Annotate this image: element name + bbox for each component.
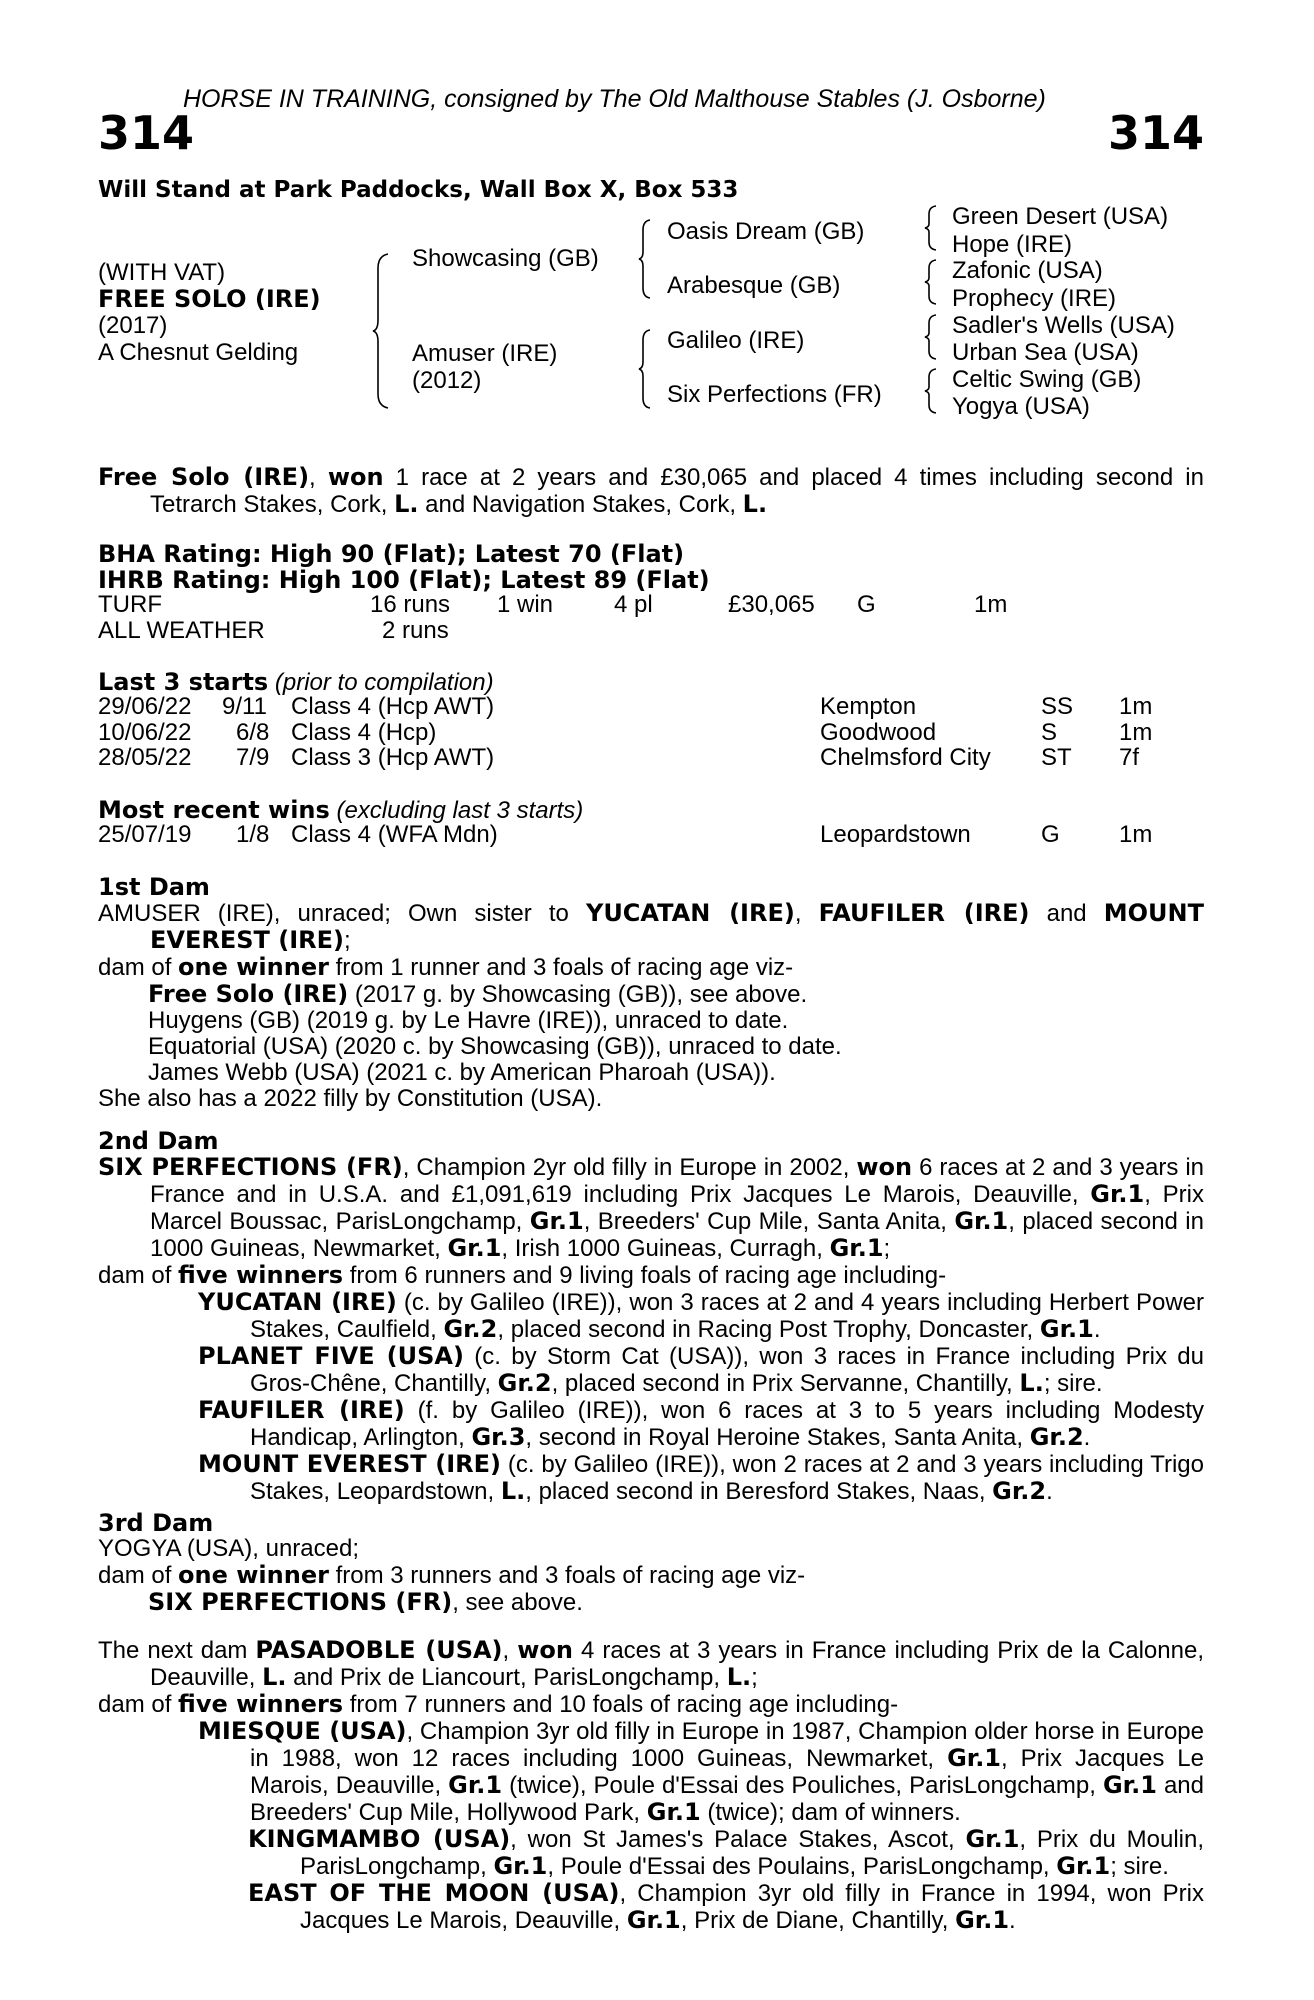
pedigree-gen3-7: Celtic Swing (GB) xyxy=(952,366,1142,393)
second-dam-record: SIX PERFECTIONS (FR), Champion 2yr old filly in Europe in 2002, won 6 races at 2 and 3 years in France and in U.S.A. and £1,091,619 including Prix Jacques Le Marois, Deauville, Gr.1, Prix Marcel Boussac, ParisLongchamp, Gr.1, Breeders' Cup Mile, Santa Anita, Gr.1, placed second in 1000 Guineas, Newmarket, Gr.1, Irish 1000 Guineas, Curragh, Gr.1; xyxy=(98,1153,1204,1262)
next-dam-record: The next dam PASADOBLE (USA), won 4 races at 3 years in France including Prix de la Calonne, Deauville, L. and Prix de Liancourt, ParisLongchamp, L.; xyxy=(98,1636,1204,1691)
summary-won: won xyxy=(327,463,384,491)
win-race: Class 4 (WFA Mdn) xyxy=(291,821,498,848)
pedigree-gen3-3: Zafonic (USA) xyxy=(952,257,1103,284)
start-distance: 7f xyxy=(1119,744,1140,771)
first-dam-heading: 1st Dam xyxy=(98,873,210,901)
start-race: Class 4 (Hcp AWT) xyxy=(291,693,495,720)
lot-number-left: 314 xyxy=(98,106,195,160)
produce-item: EAST OF THE MOON (USA), Champion 3yr old filly in France in 1994, won Prix Jacques Le Marois, Deauville, Gr.1, Prix de Diane, Chantilly, Gr.1. xyxy=(248,1879,1204,1934)
produce-item: Free Solo (IRE) (2017 g. by Showcasing (GB)), see above. xyxy=(148,980,808,1008)
produce-item: PLANET FIVE (USA) (c. by Storm Cat (USA)), won 3 races in France including Prix du Gros-Chêne, Chantilly, Gr.2, placed second in Prix Servanne, Chantilly, L.; sire. xyxy=(198,1342,1204,1397)
produce-item: SIX PERFECTIONS (FR), see above. xyxy=(148,1588,583,1616)
first-dam-intro: AMUSER (IRE), unraced; Own sister to YUCATAN (IRE), FAUFILER (IRE) and MOUNT EVEREST (IRE); xyxy=(98,899,1204,954)
next-dam-produce-summary: dam of five winners from 7 runners and 10 foals of racing age including- xyxy=(98,1690,899,1718)
start-distance: 1m xyxy=(1119,719,1153,746)
pedigree-sire-sire: Oasis Dream (GB) xyxy=(667,218,865,245)
second-dam-produce-summary: dam of five winners from 6 runners and 9 living foals of racing age including- xyxy=(98,1261,947,1289)
win-going: G xyxy=(1041,821,1060,848)
pedigree-dam-sire: Galileo (IRE) xyxy=(667,327,805,354)
start-course: Goodwood xyxy=(820,719,937,746)
aw-runs: 2 runs xyxy=(382,617,449,644)
aw-label: ALL WEATHER xyxy=(98,617,265,644)
pedigree-gen3-4: Prophecy (IRE) xyxy=(952,285,1117,312)
start-course: Chelmsford City xyxy=(820,744,991,771)
turf-runs: 16 runs xyxy=(370,591,451,618)
pedigree-brace-dam xyxy=(638,328,652,410)
start-position: 7/9 xyxy=(236,744,270,771)
first-dam-also: She also has a 2022 filly by Constitution (USA). xyxy=(98,1085,603,1112)
produce-item: FAUFILER (IRE) (f. by Galileo (IRE)), won 6 races at 3 to 5 years including Modesty Handicap, Arlington, Gr.3, second in Royal Heroine Stakes, Santa Anita, Gr.2. xyxy=(198,1396,1204,1451)
third-dam-produce-summary: dam of one winner from 3 runners and 3 foals of racing age viz- xyxy=(98,1561,806,1589)
win-date: 25/07/19 xyxy=(98,821,192,848)
start-date: 29/06/22 xyxy=(98,693,192,720)
turf-label: TURF xyxy=(98,591,162,618)
turf-placed: 4 pl xyxy=(614,591,653,618)
stabling-location: Will Stand at Park Paddocks, Wall Box X, Box 533 xyxy=(98,177,739,203)
win-course: Leopardstown xyxy=(820,821,971,848)
pedigree-brace-g2 xyxy=(924,258,938,306)
pedigree-sire-dam: Arabesque (GB) xyxy=(667,272,841,299)
turf-distance: 1m xyxy=(974,591,1008,618)
pedigree-dam: Amuser (IRE) xyxy=(412,340,558,367)
start-going: S xyxy=(1041,719,1058,746)
start-position: 9/11 xyxy=(222,693,267,720)
pedigree-gen3-8: Yogya (USA) xyxy=(952,393,1090,420)
turf-going: G xyxy=(857,591,876,618)
pedigree-brace-g1 xyxy=(924,204,938,252)
ihrb-rating: IHRB Rating: High 100 (Flat); Latest 89 (Flat) xyxy=(98,566,710,594)
produce-item: Equatorial (USA) (2020 c. by Showcasing (GB)), unraced to date. xyxy=(148,1033,842,1060)
next-dam-section xyxy=(98,1637,1204,1934)
pedigree-brace-sire xyxy=(638,218,652,300)
bha-rating: BHA Rating: High 90 (Flat); Latest 70 (Flat) xyxy=(98,540,685,568)
start-date: 28/05/22 xyxy=(98,744,192,771)
start-race: Class 4 (Hcp) xyxy=(291,719,437,746)
lot-number-right: 314 xyxy=(1107,106,1204,160)
third-dam-section xyxy=(98,1510,1204,1616)
produce-item: MOUNT EVEREST (IRE) (c. by Galileo (IRE)), won 2 races at 2 and 3 years including Trigo Stakes, Leopardstown, L., placed second in Beresford Stakes, Naas, Gr.2. xyxy=(198,1450,1205,1505)
pedigree-gen3-2: Hope (IRE) xyxy=(952,231,1073,258)
turf-wins: 1 win xyxy=(497,591,554,618)
second-dam-section xyxy=(98,1128,1204,1505)
produce-item: Huygens (GB) (2019 g. by Le Havre (IRE)), unraced to date. xyxy=(148,1007,789,1034)
produce-item: KINGMAMBO (USA), won St James's Palace Stakes, Ascot, Gr.1, Prix du Moulin, ParisLongchamp, Gr.1, Poule d'Essai des Poulains, ParisLongchamp, Gr.1; sire. xyxy=(248,1825,1204,1880)
consignment-line: HORSE IN TRAINING, consigned by The Old Malthouse Stables (J. Osborne) xyxy=(183,85,1046,113)
pedigree-gen3-6: Urban Sea (USA) xyxy=(952,339,1139,366)
pedigree-dam-year: (2012) xyxy=(412,367,482,394)
start-going: SS xyxy=(1041,693,1074,720)
horse-name: FREE SOLO (IRE) xyxy=(98,285,321,313)
third-dam-line: YOGYA (USA), unraced; xyxy=(98,1535,359,1562)
start-distance: 1m xyxy=(1119,693,1153,720)
third-dam-heading: 3rd Dam xyxy=(98,1509,214,1537)
pedigree-brace-main xyxy=(372,252,390,410)
pedigree-brace-g4 xyxy=(924,367,938,415)
produce-item: James Webb (USA) (2021 c. by American Pharoah (USA)). xyxy=(148,1059,776,1086)
vat-note: (WITH VAT) xyxy=(98,259,226,286)
pedigree-sire: Showcasing (GB) xyxy=(412,245,599,272)
last-starts-heading: Last 3 starts (prior to compilation) xyxy=(98,668,494,696)
pedigree-gen3-1: Green Desert (USA) xyxy=(952,203,1169,230)
horse-description: A Chesnut Gelding xyxy=(98,339,299,366)
pedigree-brace-g3 xyxy=(924,313,938,361)
second-dam-heading: 2nd Dam xyxy=(98,1127,219,1155)
start-race: Class 3 (Hcp AWT) xyxy=(291,744,495,771)
produce-item: YUCATAN (IRE) (c. by Galileo (IRE)), won 3 races at 2 and 4 years including Herbert Power Stakes, Caulfield, Gr.2, placed second in Racing Post Trophy, Doncaster, Gr.1. xyxy=(198,1288,1204,1343)
horse-year: (2017) xyxy=(98,312,168,339)
race-summary: Free Solo (IRE), won 1 race at 2 years and £30,065 and placed 4 times including second in Tetrarch Stakes, Cork, L. and Navigation Stakes, Cork, L. xyxy=(98,463,1204,518)
summary-text-1: 1 race at 2 years and £30,065 and placed 4 times including second in Tetrarch Stakes, Cork, xyxy=(150,464,1204,518)
start-going: ST xyxy=(1041,744,1072,771)
summary-horse-name: Free Solo (IRE) xyxy=(98,463,310,491)
win-distance: 1m xyxy=(1119,821,1153,848)
first-dam-produce-summary: dam of one winner from 1 runner and 3 foals of racing age viz- xyxy=(98,953,794,981)
recent-wins-heading: Most recent wins (excluding last 3 starts) xyxy=(98,796,584,824)
pedigree-dam-dam: Six Perfections (FR) xyxy=(667,381,882,408)
start-position: 6/8 xyxy=(236,719,270,746)
start-date: 10/06/22 xyxy=(98,719,192,746)
start-course: Kempton xyxy=(820,693,917,720)
produce-item: MIESQUE (USA), Champion 3yr old filly in Europe in 1987, Champion older horse in Europe in 1988, won 12 races including 1000 Guineas, Newmarket, Gr.1, Prix Jacques Le Marois, Deauville, Gr.1 (twice), Poule d'Essai des Pouliches, ParisLongchamp, Gr.1 and Breeders' Cup Mile, Hollywood Park, Gr.1 (twice); dam of winners. xyxy=(198,1717,1205,1826)
pedigree-gen3-5: Sadler's Wells (USA) xyxy=(952,312,1175,339)
win-position: 1/8 xyxy=(236,821,270,848)
turf-prize: £30,065 xyxy=(728,591,815,618)
first-dam-section xyxy=(98,874,1204,1112)
